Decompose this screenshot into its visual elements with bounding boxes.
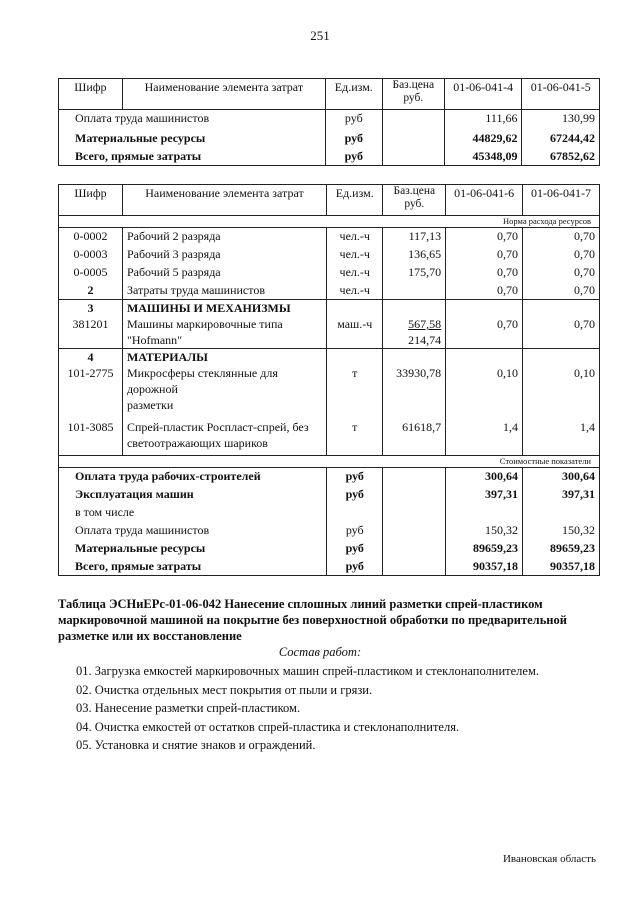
row-name: Оплата труда машинистов (59, 110, 326, 130)
row-value-a: 0,10 (446, 365, 523, 413)
row-value-b: 0,70 (523, 282, 600, 300)
norm-label: Норма расхода ресурсов (59, 216, 600, 228)
empty-cell (327, 349, 383, 366)
header-col-b: 01-06-041-7 (523, 185, 600, 216)
row-name: в том числе (59, 504, 327, 522)
row-value-b: 0,70 (523, 228, 600, 246)
row-value-b: 300,64 (523, 468, 600, 486)
header-base-price: Баз.цена руб. (382, 79, 444, 110)
row-unit: чел.-ч (327, 246, 383, 264)
row-code: 101-2775 (59, 365, 123, 413)
row-name-line2: разметки (126, 398, 174, 412)
table-header (59, 185, 600, 216)
row-unit: т (327, 365, 383, 413)
row-name: Материальные ресурсы (59, 130, 326, 148)
row-value-b: 0,70 (523, 264, 600, 282)
header-name: Наименование элемента затрат (122, 185, 326, 216)
row-value-b: 150,32 (523, 522, 600, 540)
row-price: 33930,78 (383, 365, 446, 413)
row-name: Материальные ресурсы (59, 540, 327, 558)
table-row (59, 316, 600, 349)
row-value-b: 130,99 (522, 110, 600, 130)
row-value-b: 0,70 (523, 246, 600, 264)
row-value-b (523, 504, 600, 522)
header-unit: Ед.изм. (327, 185, 383, 216)
norm-subheader (59, 216, 600, 228)
row-value-a: 0,70 (446, 264, 523, 282)
row-name-line2: светоотражающих шариков (126, 436, 268, 450)
row-price (383, 468, 446, 486)
list-item: 02. Очистка отдельных мест покрытия от пыли и грязи. (76, 682, 373, 697)
row-value-a: 397,31 (446, 486, 523, 504)
empty-cell (523, 300, 600, 317)
row-name: Всего, прямые затраты (59, 148, 326, 166)
table-row (59, 522, 600, 540)
row-unit: чел.-ч (327, 282, 383, 300)
row-price (383, 316, 446, 349)
row-name: Эксплуатация машин (59, 486, 327, 504)
row-value-a: 300,64 (446, 468, 523, 486)
row-price (383, 558, 446, 576)
row-name: Рабочий 3 разряда (122, 246, 326, 264)
row-price (382, 148, 444, 166)
list-item: 01. Загрузка емкостей маркировочных машин спрей-пластиком и стеклонаполнителем. (76, 664, 540, 678)
header-name: Наименование элемента затрат (122, 79, 325, 110)
row-name: Оплата труда рабочих-строителей (59, 468, 327, 486)
row-name: Оплата труда машинистов (59, 522, 327, 540)
row-code: 0-0003 (59, 246, 123, 264)
empty-cell (523, 349, 600, 366)
row-value-a: 1,4 (446, 413, 523, 456)
row-value-a: 89659,23 (446, 540, 523, 558)
row-value-a: 0,70 (446, 246, 523, 264)
table-row (59, 228, 600, 246)
section-code: 3 (59, 300, 123, 317)
row-code: 2 (59, 282, 123, 300)
row-value-a: 150,32 (446, 522, 523, 540)
row-price (383, 504, 446, 522)
table-row (59, 486, 600, 504)
table-row (59, 264, 600, 282)
row-name: Рабочий 2 разряда (122, 228, 326, 246)
table-row (59, 558, 600, 576)
table-row (59, 246, 600, 264)
row-value-b: 1,4 (523, 413, 600, 456)
header-col-b: 01-06-041-5 (522, 79, 600, 110)
row-unit: маш.-ч (327, 316, 383, 349)
section-code: 4 (59, 349, 123, 366)
header-code: Шифр (59, 185, 123, 216)
empty-cell (446, 349, 523, 366)
table-row (59, 365, 600, 413)
row-value-b: 89659,23 (523, 540, 600, 558)
empty-cell (383, 300, 446, 317)
row-name-line1: Спрей-пластик Роспласт-спрей, без (126, 420, 309, 434)
row-value-a: 44829,62 (444, 130, 522, 148)
row-name (122, 316, 326, 349)
section-row (59, 349, 600, 366)
row-value-a: 0,70 (446, 282, 523, 300)
page-number: 251 (310, 28, 330, 43)
row-unit: чел.-ч (327, 264, 383, 282)
row-price: 175,70 (383, 264, 446, 282)
row-price (383, 540, 446, 558)
header-base-price: Баз.цена руб. (383, 185, 446, 216)
row-unit: чел.-ч (327, 228, 383, 246)
row-value-a: 111,66 (444, 110, 522, 130)
table-row (59, 504, 600, 522)
price-labor: 214,74 (408, 333, 442, 347)
row-value-b: 67852,62 (522, 148, 600, 166)
table-row (59, 540, 600, 558)
section-name: МАШИНЫ И МЕХАНИЗМЫ (122, 300, 326, 317)
row-name (122, 413, 326, 456)
row-name (122, 365, 326, 413)
table-caption: Таблица ЭСНиЕРс-01-06-042 Нанесение сплошных линий разметки спрей-пластиком маркировочной машиной на покрытие без поверхностной обработки по предварительной разметке или их восстановление (58, 597, 567, 643)
row-value-a: 90357,18 (446, 558, 523, 576)
work-list (76, 662, 539, 755)
row-value-b: 90357,18 (523, 558, 600, 576)
row-name-line1: Микросферы стеклянные для дорожной (126, 366, 278, 396)
row-code: 0-0002 (59, 228, 123, 246)
row-price (383, 486, 446, 504)
row-value-b: 0,70 (523, 316, 600, 349)
empty-cell (327, 300, 383, 317)
row-name: Затраты труда машинистов (122, 282, 326, 300)
row-name-line2: "Hofmann" (126, 333, 183, 347)
list-item: 04. Очистка емкостей от остатков спрей-пластика и стеклонаполнителя. (76, 719, 460, 734)
work-composition-title: Состав работ: (278, 645, 362, 659)
row-price (383, 282, 446, 300)
row-price: 61618,7 (383, 413, 446, 456)
row-value-a: 45348,09 (444, 148, 522, 166)
header-unit: Ед.изм. (325, 79, 382, 110)
row-value-b: 67244,42 (522, 130, 600, 148)
row-value-b: 397,31 (523, 486, 600, 504)
table-row (59, 413, 600, 456)
table-row (59, 282, 600, 300)
row-code: 0-0005 (59, 264, 123, 282)
row-unit: руб (327, 486, 383, 504)
table-row (59, 110, 600, 130)
row-name: Всего, прямые затраты (59, 558, 327, 576)
row-value-a: 0,70 (446, 228, 523, 246)
row-unit (327, 504, 383, 522)
header-code: Шифр (59, 79, 123, 110)
row-unit: т (327, 413, 383, 456)
cost-table-2 (58, 184, 600, 576)
row-code: 101-3085 (59, 413, 123, 456)
table-row (59, 148, 600, 166)
row-price: 136,65 (383, 246, 446, 264)
row-value-b: 0,10 (523, 365, 600, 413)
row-unit: руб (327, 540, 383, 558)
cost-table-1 (58, 78, 600, 166)
row-price (382, 130, 444, 148)
row-unit: руб (327, 522, 383, 540)
list-item: 03. Нанесение разметки спрей-пластиком. (76, 701, 301, 715)
row-price: 117,13 (383, 228, 446, 246)
list-item: 05. Установка и снятие знаков и ограждений. (76, 738, 316, 752)
row-code: 381201 (59, 316, 123, 349)
row-unit: руб (325, 110, 382, 130)
row-price (382, 110, 444, 130)
row-unit: руб (325, 130, 382, 148)
row-value-a: 0,70 (446, 316, 523, 349)
row-name: Рабочий 5 разряда (122, 264, 326, 282)
empty-cell (383, 349, 446, 366)
cost-subheader (59, 456, 600, 468)
page-footer: Ивановская область (502, 853, 596, 865)
table-row (59, 130, 600, 148)
section-row (59, 300, 600, 317)
header-col-a: 01-06-041-6 (446, 185, 523, 216)
section-name: МАТЕРИАЛЫ (122, 349, 326, 366)
row-unit: руб (327, 468, 383, 486)
price-main: 567,58 (408, 317, 442, 331)
cost-label: Стоимостные показатели (59, 456, 600, 468)
row-value-a (446, 504, 523, 522)
row-name-line1: Машины маркировочные типа (126, 317, 283, 331)
table-row (59, 468, 600, 486)
row-unit: руб (327, 558, 383, 576)
table-header (59, 79, 600, 110)
empty-cell (446, 300, 523, 317)
row-price (383, 522, 446, 540)
header-col-a: 01-06-041-4 (444, 79, 522, 110)
row-unit: руб (325, 148, 382, 166)
